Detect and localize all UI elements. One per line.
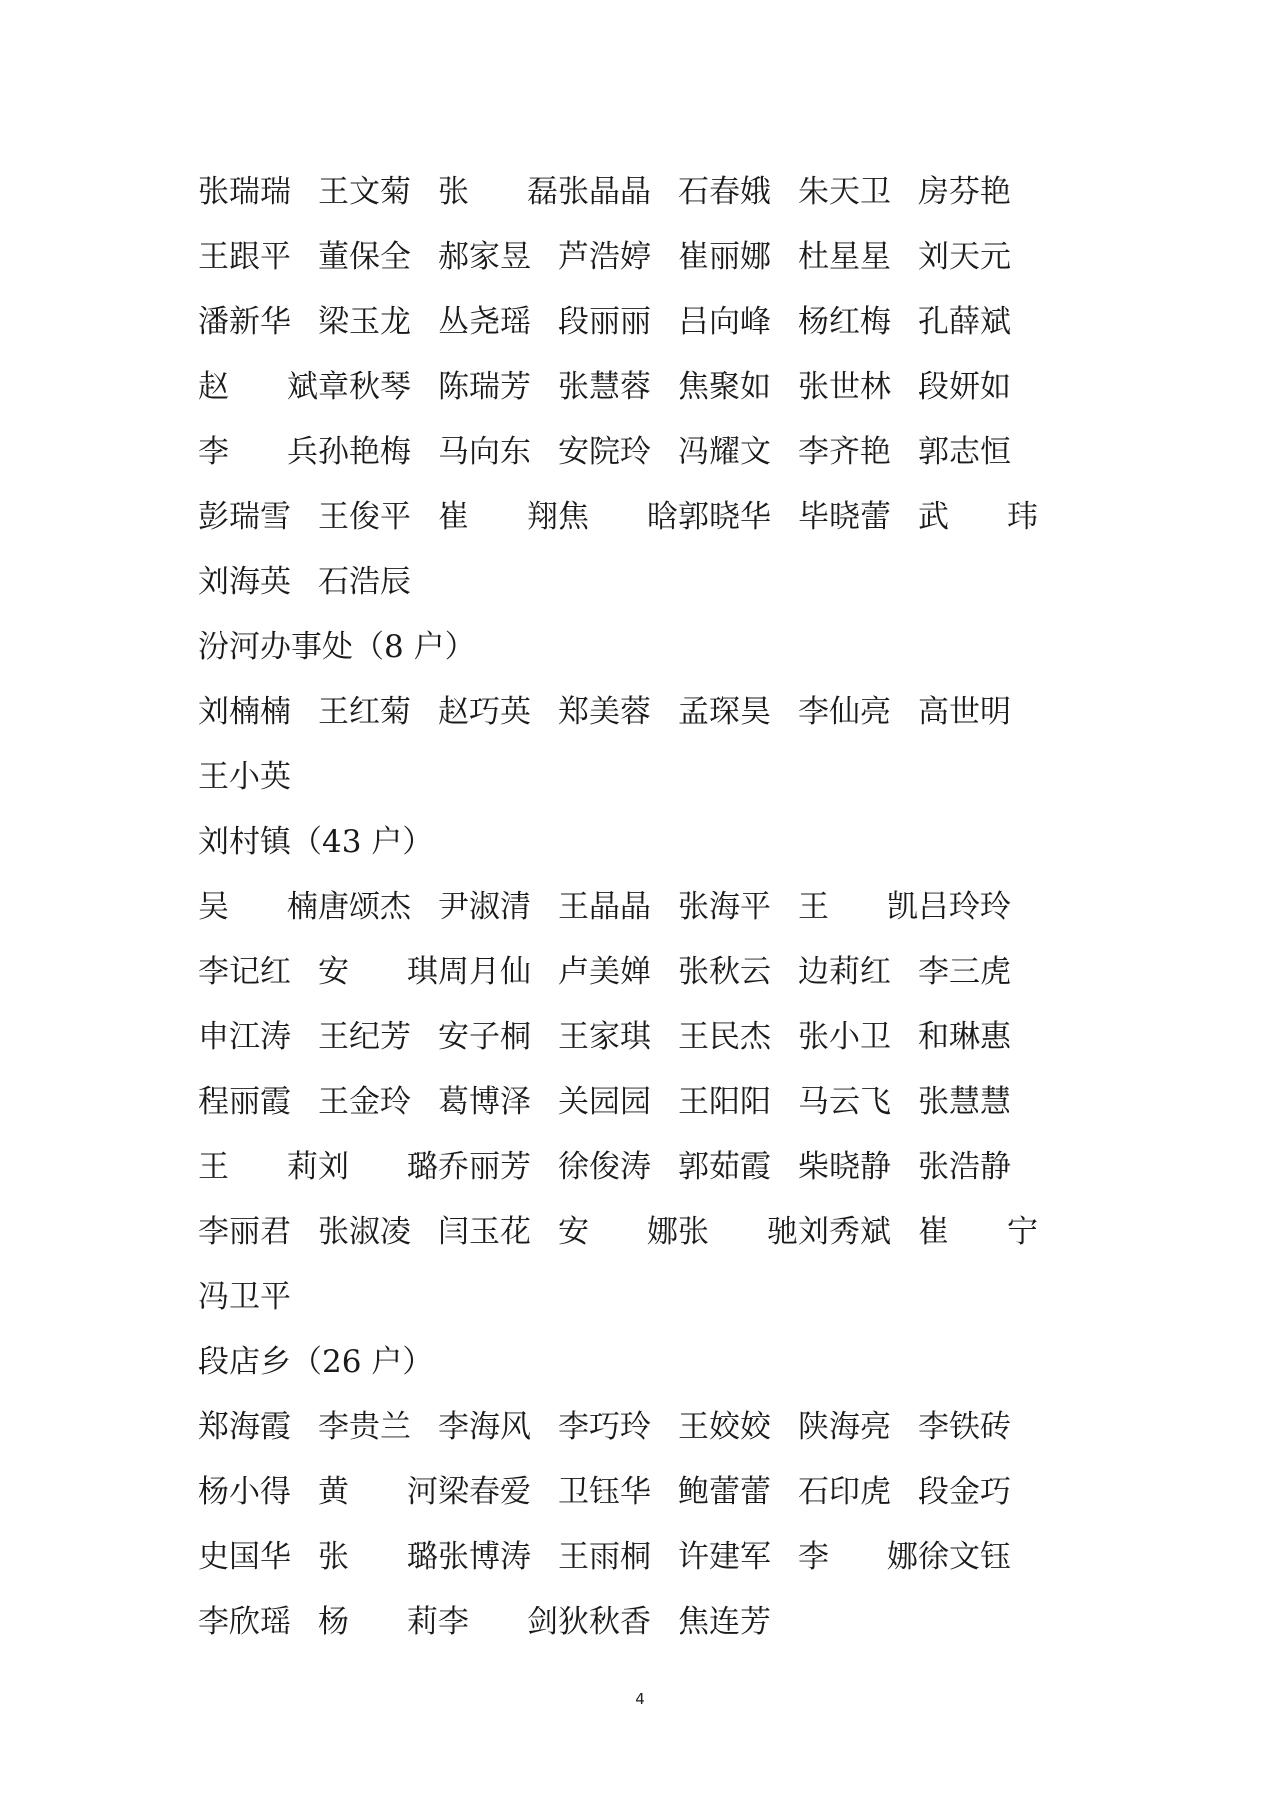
person-name: 段妍如: [918, 369, 1011, 405]
person-name: 刘 璐: [318, 1149, 438, 1185]
person-name: 郭志恒: [918, 434, 1011, 470]
person-name: 闫玉花: [438, 1214, 531, 1250]
person-name: 张浩静: [918, 1149, 1011, 1185]
person-name: 吕向峰: [678, 304, 771, 340]
person-name: 和琳惠: [918, 1019, 1011, 1055]
person-name: 王雨桐: [558, 1539, 651, 1575]
person-name: 李三虎: [918, 954, 1011, 990]
name-row: [198, 1196, 1098, 1261]
person-name: 王阳阳: [678, 1084, 771, 1120]
person-name: 鲍蕾蕾: [678, 1474, 771, 1510]
person-name: 李贵兰: [318, 1409, 411, 1445]
person-name: 王红菊: [318, 694, 411, 730]
person-name: 卢美婵: [558, 954, 651, 990]
name-row: [198, 1521, 1098, 1586]
person-name: 梁春爱: [438, 1474, 531, 1510]
person-name: 葛博泽: [438, 1084, 531, 1120]
person-name: 张博涛: [438, 1539, 531, 1575]
person-name: 王金玲: [318, 1084, 411, 1120]
person-name: 许建军: [678, 1539, 771, 1575]
person-name: 崔 宁: [918, 1214, 1038, 1250]
person-name: 刘海英: [198, 564, 291, 600]
person-name: 王家琪: [558, 1019, 651, 1055]
name-row: [198, 156, 1098, 221]
person-name: 李铁砖: [918, 1409, 1011, 1445]
person-name: 王文菊: [318, 174, 411, 210]
person-name: 黄 河: [318, 1474, 438, 1510]
person-name: 吴 楠: [198, 889, 318, 925]
person-name: 石印虎: [798, 1474, 891, 1510]
person-name: 王 凯: [798, 889, 918, 925]
person-name: 边莉红: [798, 954, 891, 990]
person-name: 石浩辰: [318, 564, 411, 600]
person-name: 李齐艳: [798, 434, 891, 470]
person-name: 王 莉: [198, 1149, 318, 1185]
person-name: 安 琪: [318, 954, 438, 990]
name-row: [198, 286, 1098, 351]
person-name: 张瑞瑞: [198, 174, 291, 210]
person-name: 武 玮: [918, 499, 1038, 535]
person-name: 狄秋香: [558, 1604, 651, 1640]
name-row: [198, 1066, 1098, 1131]
person-name: 张 磊: [438, 174, 558, 210]
person-name: 崔 翔: [438, 499, 558, 535]
section-heading: 汾河办事处（8 户）: [198, 629, 476, 665]
person-name: 李 兵: [198, 434, 318, 470]
person-name: 张慧蓉: [558, 369, 651, 405]
person-name: 徐文钰: [918, 1539, 1011, 1575]
person-name: 潘新华: [198, 304, 291, 340]
name-row: [198, 1391, 1098, 1456]
person-name: 安子桐: [438, 1019, 531, 1055]
person-name: 陕海亮: [798, 1409, 891, 1445]
person-name: 刘楠楠: [198, 694, 291, 730]
person-name: 陈瑞芳: [438, 369, 531, 405]
person-name: 安 娜: [558, 1214, 678, 1250]
person-name: 崔丽娜: [678, 239, 771, 275]
name-row: [198, 871, 1098, 936]
person-name: 周月仙: [438, 954, 531, 990]
name-row: [198, 1001, 1098, 1066]
person-name: 王姣姣: [678, 1409, 771, 1445]
name-row: [198, 546, 1098, 611]
person-name: 申江涛: [198, 1019, 291, 1055]
person-name: 张小卫: [798, 1019, 891, 1055]
name-row: [198, 1261, 1098, 1326]
person-name: 赵巧英: [438, 694, 531, 730]
person-name: 马云飞: [798, 1084, 891, 1120]
person-name: 段金巧: [918, 1474, 1011, 1510]
person-name: 章秋琴: [318, 369, 411, 405]
person-name: 张慧慧: [918, 1084, 1011, 1120]
person-name: 马向东: [438, 434, 531, 470]
person-name: 李欣瑶: [198, 1604, 291, 1640]
person-name: 冯耀文: [678, 434, 771, 470]
person-name: 李仙亮: [798, 694, 891, 730]
person-name: 程丽霞: [198, 1084, 291, 1120]
name-row: [198, 1586, 1098, 1651]
person-name: 孙艳梅: [318, 434, 411, 470]
section-heading: 刘村镇（43 户）: [198, 824, 434, 860]
person-name: 王纪芳: [318, 1019, 411, 1055]
name-row: [198, 416, 1098, 481]
name-row: [198, 1131, 1098, 1196]
person-name: 杨红梅: [798, 304, 891, 340]
person-name: 刘秀斌: [798, 1214, 891, 1250]
name-row: [198, 221, 1098, 286]
person-name: 唐颂杰: [318, 889, 411, 925]
person-name: 李 娜: [798, 1539, 918, 1575]
person-name: 段丽丽: [558, 304, 651, 340]
person-name: 杨小得: [198, 1474, 291, 1510]
person-name: 安院玲: [558, 434, 651, 470]
person-name: 冯卫平: [198, 1279, 291, 1315]
person-name: 史国华: [198, 1539, 291, 1575]
name-row: [198, 936, 1098, 1001]
person-name: 杜星星: [798, 239, 891, 275]
name-row: [198, 741, 1098, 806]
person-name: 李海风: [438, 1409, 531, 1445]
person-name: 关园园: [558, 1084, 651, 1120]
person-name: 郑海霞: [198, 1409, 291, 1445]
person-name: 杨 莉: [318, 1604, 438, 1640]
document-body: [198, 156, 1098, 1651]
person-name: 孔薛斌: [918, 304, 1011, 340]
name-row: [198, 351, 1098, 416]
person-name: 张秋云: [678, 954, 771, 990]
person-name: 梁玉龙: [318, 304, 411, 340]
person-name: 张 璐: [318, 1539, 438, 1575]
person-name: 焦 晗: [558, 499, 678, 535]
person-name: 郭晓华: [678, 499, 771, 535]
person-name: 石春娥: [678, 174, 771, 210]
person-name: 张世林: [798, 369, 891, 405]
person-name: 赵 斌: [198, 369, 318, 405]
person-name: 李丽君: [198, 1214, 291, 1250]
name-row: [198, 481, 1098, 546]
person-name: 王民杰: [678, 1019, 771, 1055]
person-name: 尹淑清: [438, 889, 531, 925]
person-name: 焦聚如: [678, 369, 771, 405]
person-name: 房芬艳: [918, 174, 1011, 210]
name-row: [198, 676, 1098, 741]
person-name: 徐俊涛: [558, 1149, 651, 1185]
person-name: 王小英: [198, 759, 291, 795]
person-name: 郭茹霞: [678, 1149, 771, 1185]
person-name: 朱天卫: [798, 174, 891, 210]
person-name: 李 剑: [438, 1604, 558, 1640]
person-name: 张淑凌: [318, 1214, 411, 1250]
person-name: 张晶晶: [558, 174, 651, 210]
person-name: 高世明: [918, 694, 1011, 730]
person-name: 孟琛昊: [678, 694, 771, 730]
person-name: 卫钰华: [558, 1474, 651, 1510]
person-name: 芦浩婷: [558, 239, 651, 275]
person-name: 彭瑞雪: [198, 499, 291, 535]
person-name: 张 驰: [678, 1214, 798, 1250]
person-name: 李记红: [198, 954, 291, 990]
person-name: 王晶晶: [558, 889, 651, 925]
person-name: 李巧玲: [558, 1409, 651, 1445]
person-name: 乔丽芳: [438, 1149, 531, 1185]
person-name: 刘天元: [918, 239, 1011, 275]
person-name: 张海平: [678, 889, 771, 925]
page-number: 4: [635, 1690, 645, 1708]
person-name: 郑美蓉: [558, 694, 651, 730]
person-name: 毕晓蕾: [798, 499, 891, 535]
person-name: 吕玲玲: [918, 889, 1011, 925]
person-name: 柴晓静: [798, 1149, 891, 1185]
person-name: 王俊平: [318, 499, 411, 535]
name-row: [198, 1456, 1098, 1521]
section-heading: 段店乡（26 户）: [198, 1344, 434, 1380]
person-name: 王跟平: [198, 239, 291, 275]
person-name: 丛尧瑶: [438, 304, 531, 340]
person-name: 郝家昱: [438, 239, 531, 275]
person-name: 焦连芳: [678, 1604, 771, 1640]
person-name: 董保全: [318, 239, 411, 275]
